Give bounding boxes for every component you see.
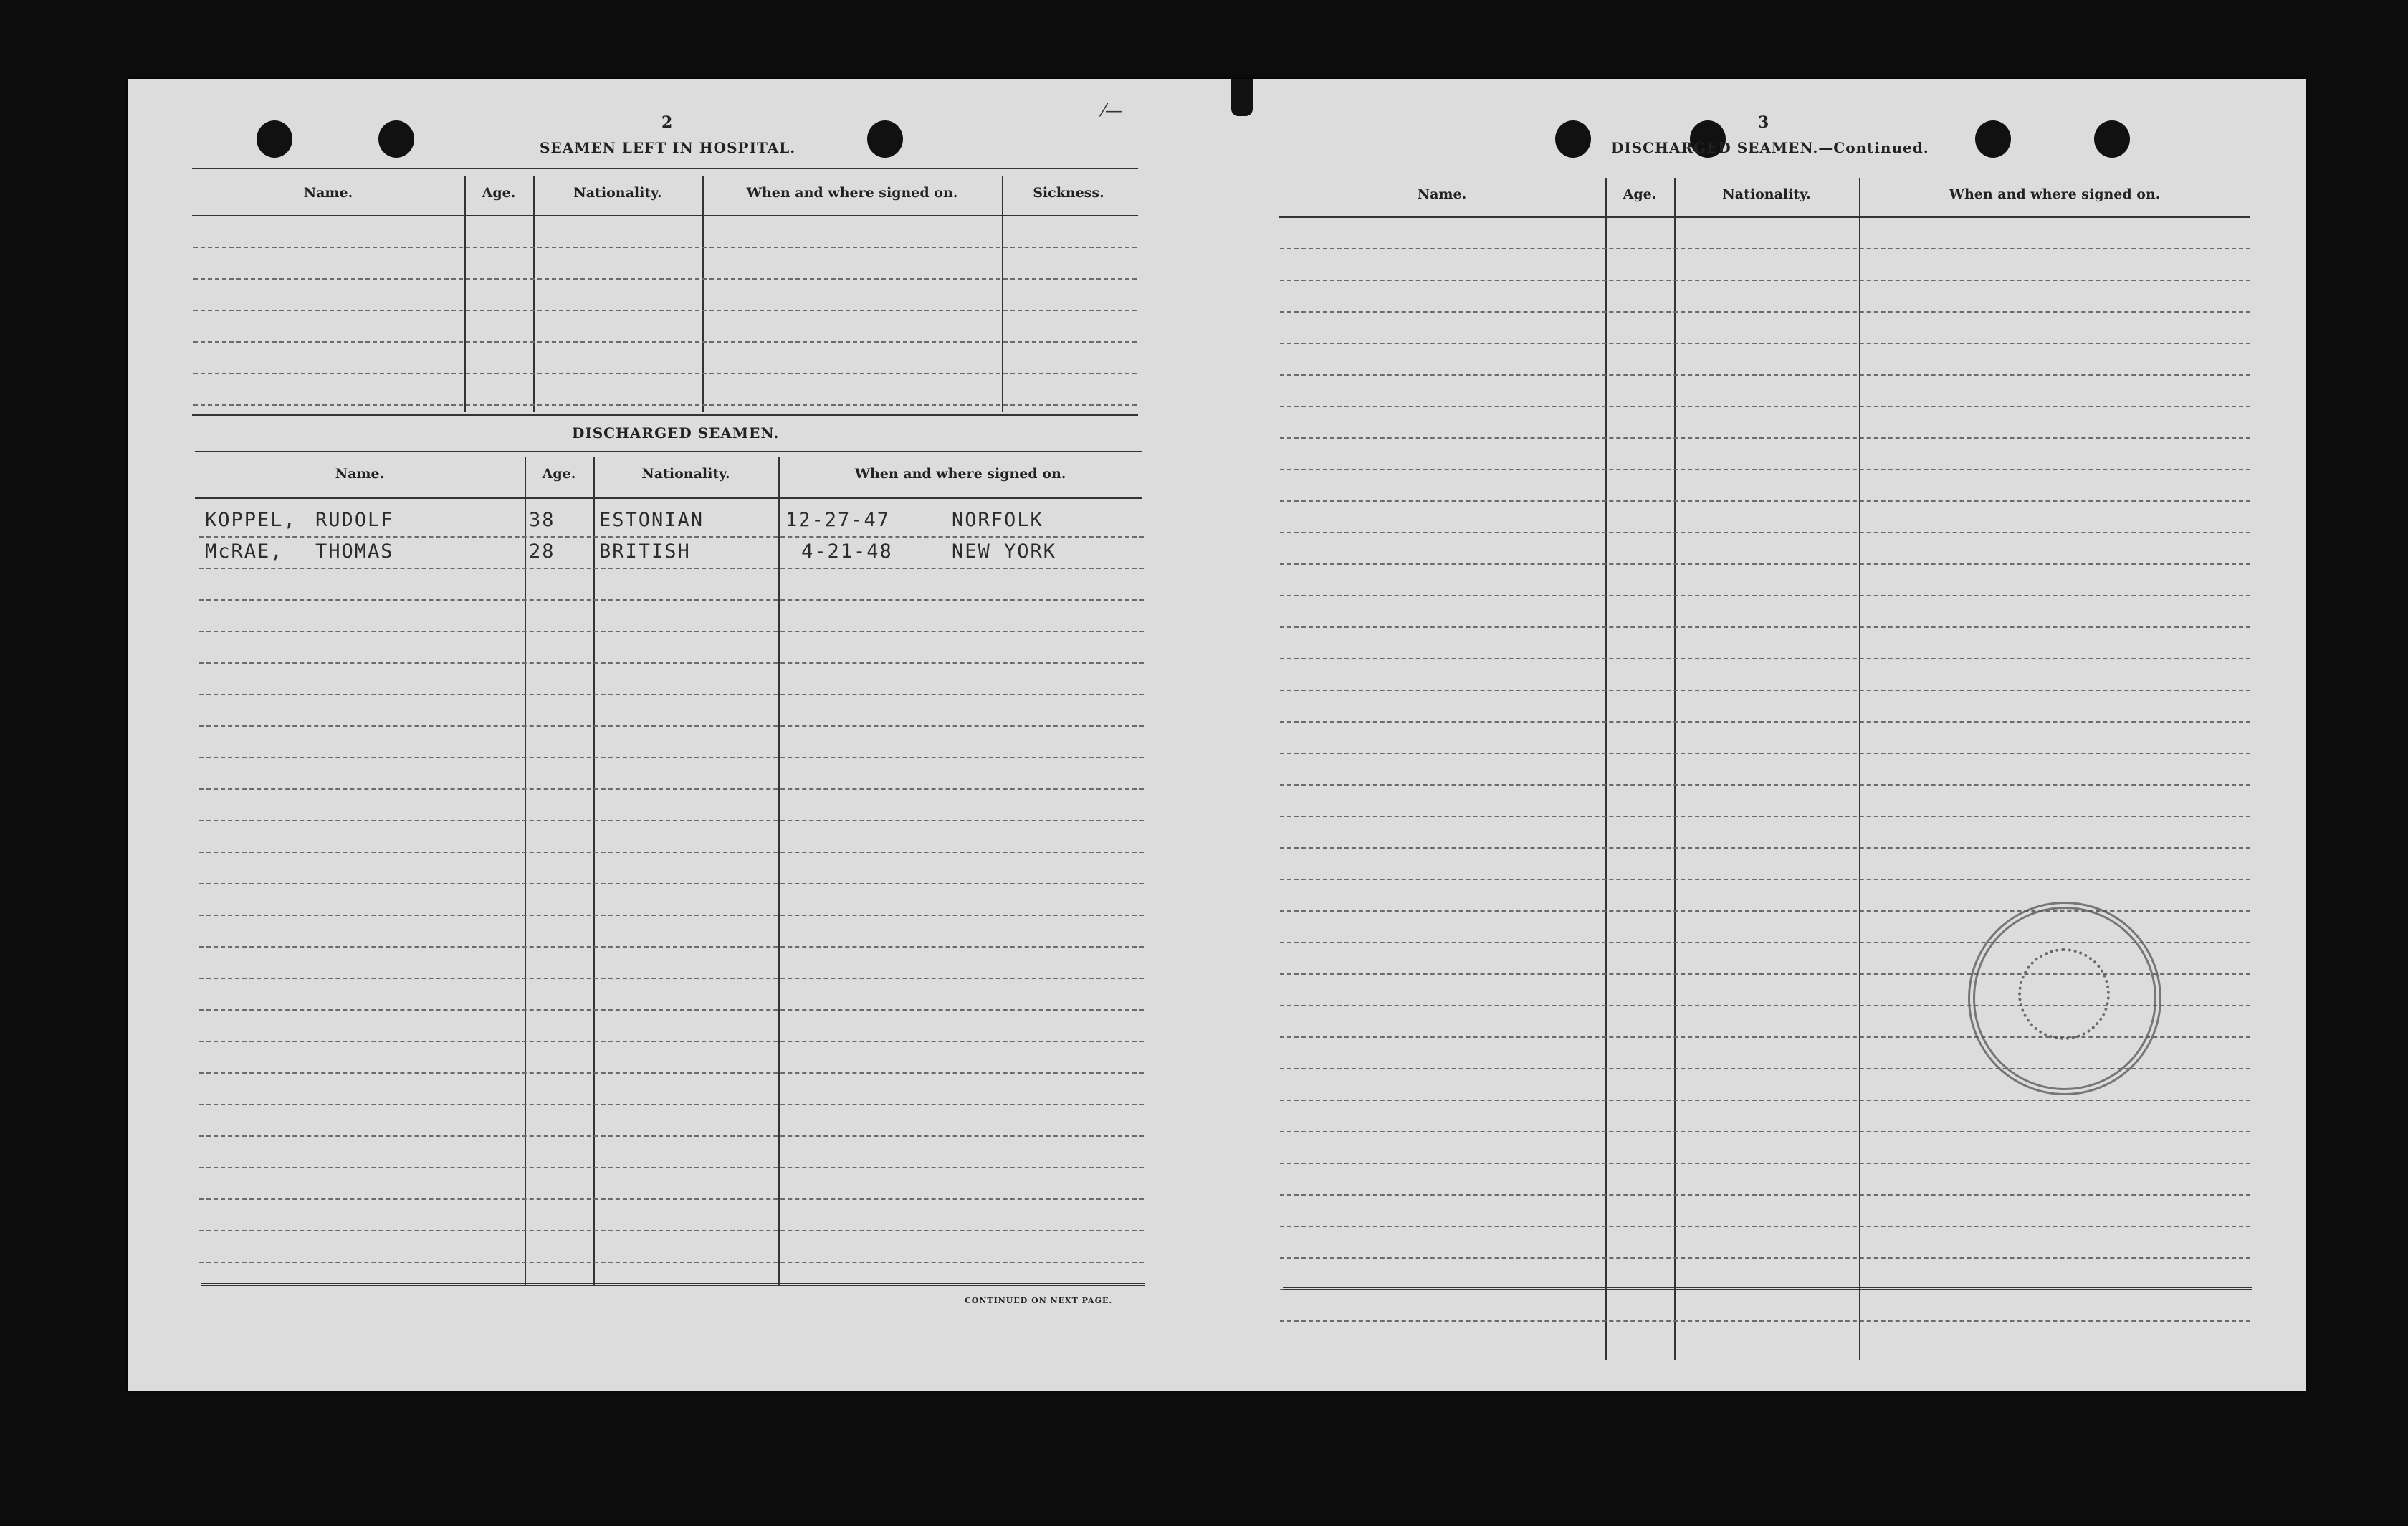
header-rule <box>192 215 1138 216</box>
form-line <box>199 599 1144 601</box>
form-line <box>1280 343 2250 344</box>
form-line <box>199 883 1144 884</box>
form-line <box>194 247 1137 248</box>
form-line <box>1280 406 2250 407</box>
form-line <box>1280 1320 2250 1322</box>
entry-name-given: RUDOLF <box>315 509 394 531</box>
form-line <box>194 341 1137 343</box>
form-line <box>1280 595 2250 596</box>
right-page <box>1217 79 2306 1391</box>
continued-footnote: CONTINUED ON NEXT PAGE. <box>965 1296 1113 1305</box>
form-line <box>1280 500 2250 502</box>
col-header-sickness: Sickness. <box>1033 185 1104 201</box>
form-line <box>199 662 1144 664</box>
col-header-age: Age. <box>1623 186 1657 202</box>
form-line <box>1280 1163 2250 1164</box>
entry-name-surname: McRAE, <box>205 540 284 563</box>
entry-age: 28 <box>529 540 555 563</box>
form-line <box>194 404 1137 406</box>
form-line <box>199 820 1144 821</box>
header-rule <box>195 497 1142 499</box>
form-line <box>199 1230 1144 1231</box>
col-header-name: Name. <box>335 466 385 482</box>
header-rule <box>1279 216 2250 218</box>
entry-name-surname: KOPPEL, <box>205 509 297 531</box>
form-line <box>199 1198 1144 1200</box>
page-number: 2 <box>661 113 673 132</box>
form-line <box>1280 658 2250 659</box>
form-line <box>199 694 1144 695</box>
form-line <box>1280 816 2250 817</box>
entry-nationality: ESTONIAN <box>599 509 704 531</box>
entry-nationality: BRITISH <box>599 540 691 563</box>
table-top-rule <box>192 168 1138 171</box>
form-line <box>199 978 1144 979</box>
discharged-section-title: DISCHARGED SEAMEN. <box>572 424 780 442</box>
form-line <box>1280 248 2250 249</box>
pencil-mark-icon: ⁄— <box>1102 100 1123 120</box>
left-page <box>128 79 1217 1391</box>
entry-name-given: THOMAS <box>315 540 394 563</box>
punch-hole-icon <box>1975 120 2011 158</box>
form-line <box>199 1072 1144 1074</box>
form-line <box>1280 1131 2250 1132</box>
form-line <box>199 1104 1144 1105</box>
form-line <box>1280 626 2250 628</box>
form-line <box>199 1009 1144 1011</box>
form-line <box>1280 721 2250 723</box>
form-line <box>1280 280 2250 281</box>
form-line <box>199 1135 1144 1137</box>
page-number: 3 <box>1758 113 1769 132</box>
entry-date: 4-21-48 <box>801 540 893 563</box>
punch-hole-icon <box>257 120 292 158</box>
col-header-nationality: Nationality. <box>573 185 662 201</box>
col-header-age: Age. <box>482 185 516 201</box>
col-header-nationality: Nationality. <box>1722 186 1811 202</box>
column-divider <box>464 176 466 412</box>
section-rule <box>192 414 1138 416</box>
form-line <box>1280 563 2250 565</box>
form-line <box>199 536 1144 538</box>
entry-date: 12-27-47 <box>785 509 891 531</box>
column-divider <box>1605 178 1607 1360</box>
entry-age: 38 <box>529 509 555 531</box>
table-bottom-rule <box>201 1283 1145 1286</box>
col-header-name: Name. <box>1417 186 1467 202</box>
form-line <box>199 946 1144 948</box>
form-line <box>199 631 1144 632</box>
circular-stamp-icon <box>1968 902 2161 1095</box>
form-line <box>194 310 1137 311</box>
punch-hole-icon <box>378 120 414 158</box>
column-divider <box>778 457 780 1286</box>
right-section-title: DISCHARGED SEAMEN.—Continued. <box>1611 139 1929 156</box>
form-line <box>1280 532 2250 533</box>
column-divider <box>1859 178 1860 1360</box>
form-line <box>1280 374 2250 376</box>
form-line <box>199 1262 1144 1263</box>
col-header-nationality: Nationality. <box>641 466 730 482</box>
form-line <box>199 1167 1144 1168</box>
document-scan <box>128 79 2306 1391</box>
col-header-name: Name. <box>303 185 353 201</box>
column-divider <box>1674 178 1676 1360</box>
form-line <box>1280 1194 2250 1196</box>
table-top-rule <box>195 449 1142 452</box>
form-line <box>1280 437 2250 439</box>
punch-hole-icon <box>867 120 903 158</box>
entry-place: NORFOLK <box>952 509 1043 531</box>
form-line <box>1280 784 2250 786</box>
col-header-signed-on: When and where signed on. <box>1949 186 2161 202</box>
stamp-inner-ring-icon <box>2018 948 2110 1040</box>
entry-place: NEW YORK <box>952 540 1057 563</box>
form-line <box>1280 753 2250 754</box>
form-line <box>1280 469 2250 470</box>
column-divider <box>533 176 535 412</box>
column-divider <box>702 176 704 412</box>
form-line <box>1280 311 2250 313</box>
col-header-signed-on: When and where signed on. <box>854 466 1066 482</box>
col-header-signed-on: When and where signed on. <box>746 185 958 201</box>
hospital-section-title: SEAMEN LEFT IN HOSPITAL. <box>540 139 796 156</box>
form-line <box>199 568 1144 569</box>
form-line <box>199 852 1144 853</box>
form-line <box>1280 879 2250 880</box>
form-line <box>199 1041 1144 1042</box>
column-divider <box>1002 176 1003 412</box>
form-line <box>194 278 1137 280</box>
punch-hole-icon <box>1555 120 1591 158</box>
form-line <box>194 373 1137 374</box>
column-divider <box>593 457 595 1286</box>
table-bottom-rule <box>1283 1287 2252 1290</box>
col-header-age: Age. <box>542 466 576 482</box>
form-line <box>199 725 1144 727</box>
form-line <box>1280 1100 2250 1101</box>
column-divider <box>525 457 526 1286</box>
form-line <box>199 757 1144 758</box>
form-line <box>199 915 1144 916</box>
punch-hole-icon <box>2094 120 2130 158</box>
form-line <box>199 788 1144 790</box>
table-top-rule <box>1279 171 2250 173</box>
form-line <box>1280 1226 2250 1227</box>
form-line <box>1280 1257 2250 1259</box>
form-line <box>1280 847 2250 849</box>
form-line <box>1280 690 2250 691</box>
